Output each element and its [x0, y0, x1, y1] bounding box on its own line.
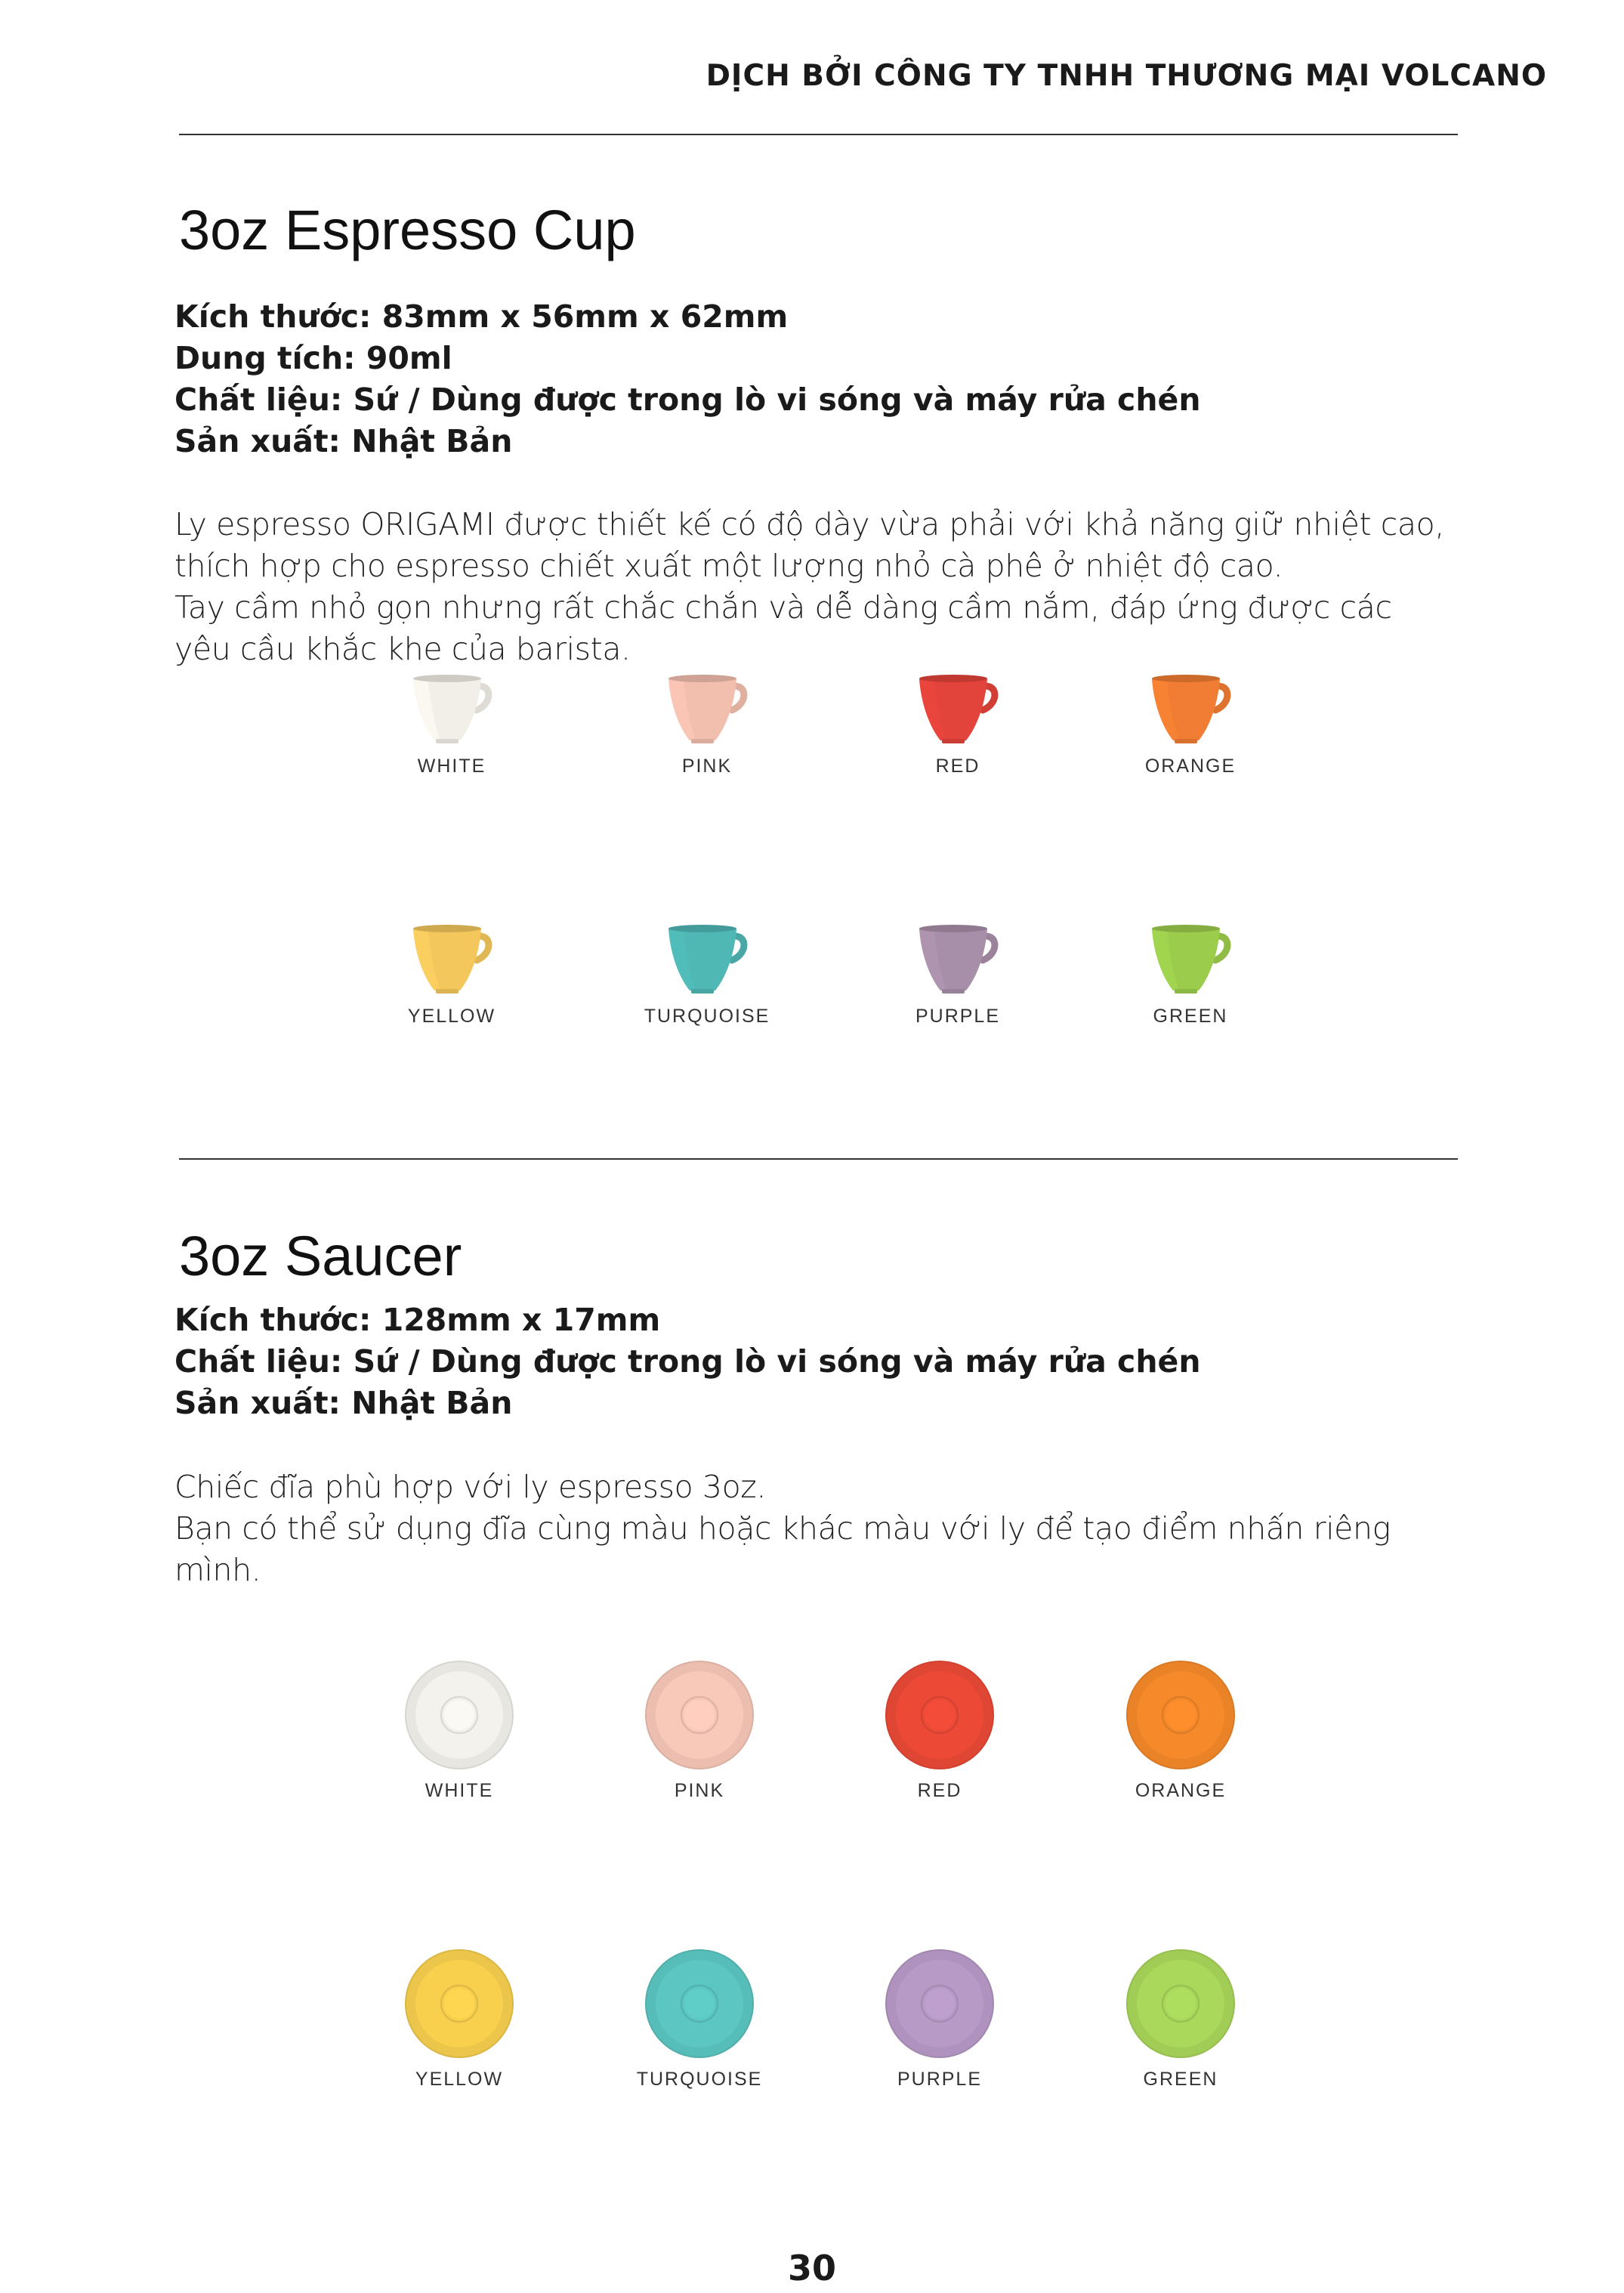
saucer-color-label: PINK [674, 1780, 725, 1801]
saucer-color-label: WHITE [425, 1780, 494, 1801]
saucer-description [174, 1466, 1474, 1591]
saucer-item-pink [609, 1659, 790, 1802]
espresso-cup-icon [909, 671, 1007, 746]
saucer-item-purple [849, 1948, 1030, 2091]
cup-color-label: ORANGE [1144, 756, 1237, 777]
cup-section-title: 3oz Espresso Cup [179, 199, 636, 261]
saucer-color-label: PURPLE [897, 2069, 983, 2090]
cup-color-label: TURQUOISE [644, 1006, 770, 1027]
saucer-color-label: RED [917, 1780, 962, 1801]
saucer-section-title: 3oz Saucer [179, 1225, 462, 1287]
saucer-item-orange [1090, 1659, 1271, 1802]
cup-spec-origin: Sản xuất: Nhật Bản [174, 423, 513, 459]
saucer-icon [884, 1948, 996, 2060]
saucer-icon [403, 1659, 515, 1771]
saucer-color-label: GREEN [1143, 2069, 1218, 2090]
saucer-desc-line: Bạn có thể sử dụng đĩa cùng màu hoặc khác màu với ly để tạo điểm nhấn riêng [174, 1510, 1391, 1547]
cup-item-green [1100, 921, 1281, 1028]
espresso-cup-icon [1141, 671, 1240, 746]
saucer-color-label: ORANGE [1135, 1780, 1227, 1801]
cup-item-orange [1100, 671, 1281, 777]
cup-spec-size: Kích thước: 83mm x 56mm x 62mm [174, 298, 789, 335]
saucer-spec-material: Chất liệu: Sứ / Dùng được trong lò vi sóng và máy rửa chén [174, 1343, 1201, 1380]
espresso-cup-icon [658, 671, 756, 746]
cup-item-white [361, 671, 542, 777]
saucer-desc-line: Chiếc đĩa phù hợp với ly espresso 3oz. [174, 1469, 767, 1505]
cup-color-label: RED [935, 756, 980, 777]
section-divider [179, 1158, 1458, 1160]
saucer-icon [1125, 1948, 1237, 2060]
cup-item-turquoise [616, 921, 798, 1028]
saucer-color-label: TURQUOISE [636, 2069, 763, 2090]
cup-color-label: PINK [681, 756, 733, 777]
saucer-item-red [849, 1659, 1030, 1802]
saucer-icon [403, 1948, 515, 2060]
espresso-cup-icon [403, 671, 501, 746]
cup-desc-line: thích hợp cho espresso chiết xuất một lượng nhỏ cà phê ở nhiệt độ cao. [174, 548, 1283, 584]
saucer-icon [884, 1659, 996, 1771]
saucer-item-green [1090, 1948, 1271, 2091]
espresso-cup-icon [909, 921, 1007, 997]
cup-color-label: PURPLE [915, 1006, 1001, 1027]
espresso-cup-icon [658, 921, 756, 997]
espresso-cup-icon [403, 921, 501, 997]
saucer-icon [644, 1659, 755, 1771]
saucer-icon [1125, 1659, 1237, 1771]
saucer-specs [174, 1299, 1201, 1424]
saucer-color-label: YELLOW [415, 2069, 504, 2090]
saucer-spec-size: Kích thước: 128mm x 17mm [174, 1302, 661, 1338]
header-divider [179, 134, 1458, 135]
header-company: DỊCH BỞI CÔNG TY TNHH THƯƠNG MẠI VOLCANO [705, 59, 1547, 93]
saucer-spec-origin: Sản xuất: Nhật Bản [174, 1385, 513, 1421]
cup-item-red [867, 671, 1048, 777]
cup-desc-line: yêu cầu khắc khe của barista. [174, 631, 631, 667]
cup-item-pink [616, 671, 798, 777]
cup-color-label: WHITE [417, 756, 486, 777]
cup-item-purple [867, 921, 1048, 1028]
cup-color-label: GREEN [1153, 1006, 1228, 1027]
saucer-desc-line: mình. [174, 1552, 261, 1588]
saucer-item-yellow [369, 1948, 550, 2091]
cup-desc-line: Tay cầm nhỏ gọn nhưng rất chắc chắn và dễ dàng cầm nắm, đáp ứng được các [174, 589, 1392, 626]
saucer-item-turquoise [609, 1948, 790, 2091]
cup-spec-material: Chất liệu: Sứ / Dùng được trong lò vi sóng và máy rửa chén [174, 382, 1201, 418]
cup-item-yellow [361, 921, 542, 1028]
page-number: 30 [787, 2248, 836, 2288]
saucer-item-white [369, 1659, 550, 1802]
espresso-cup-icon [1141, 921, 1240, 997]
cup-desc-line: Ly espresso ORIGAMI được thiết kế có độ dày vừa phải với khả năng giữ nhiệt cao, [174, 506, 1444, 542]
cup-spec-capacity: Dung tích: 90ml [174, 340, 452, 376]
cup-color-label: YELLOW [407, 1006, 496, 1027]
cup-description [174, 504, 1474, 670]
cup-specs [174, 296, 1201, 462]
saucer-icon [644, 1948, 755, 2060]
